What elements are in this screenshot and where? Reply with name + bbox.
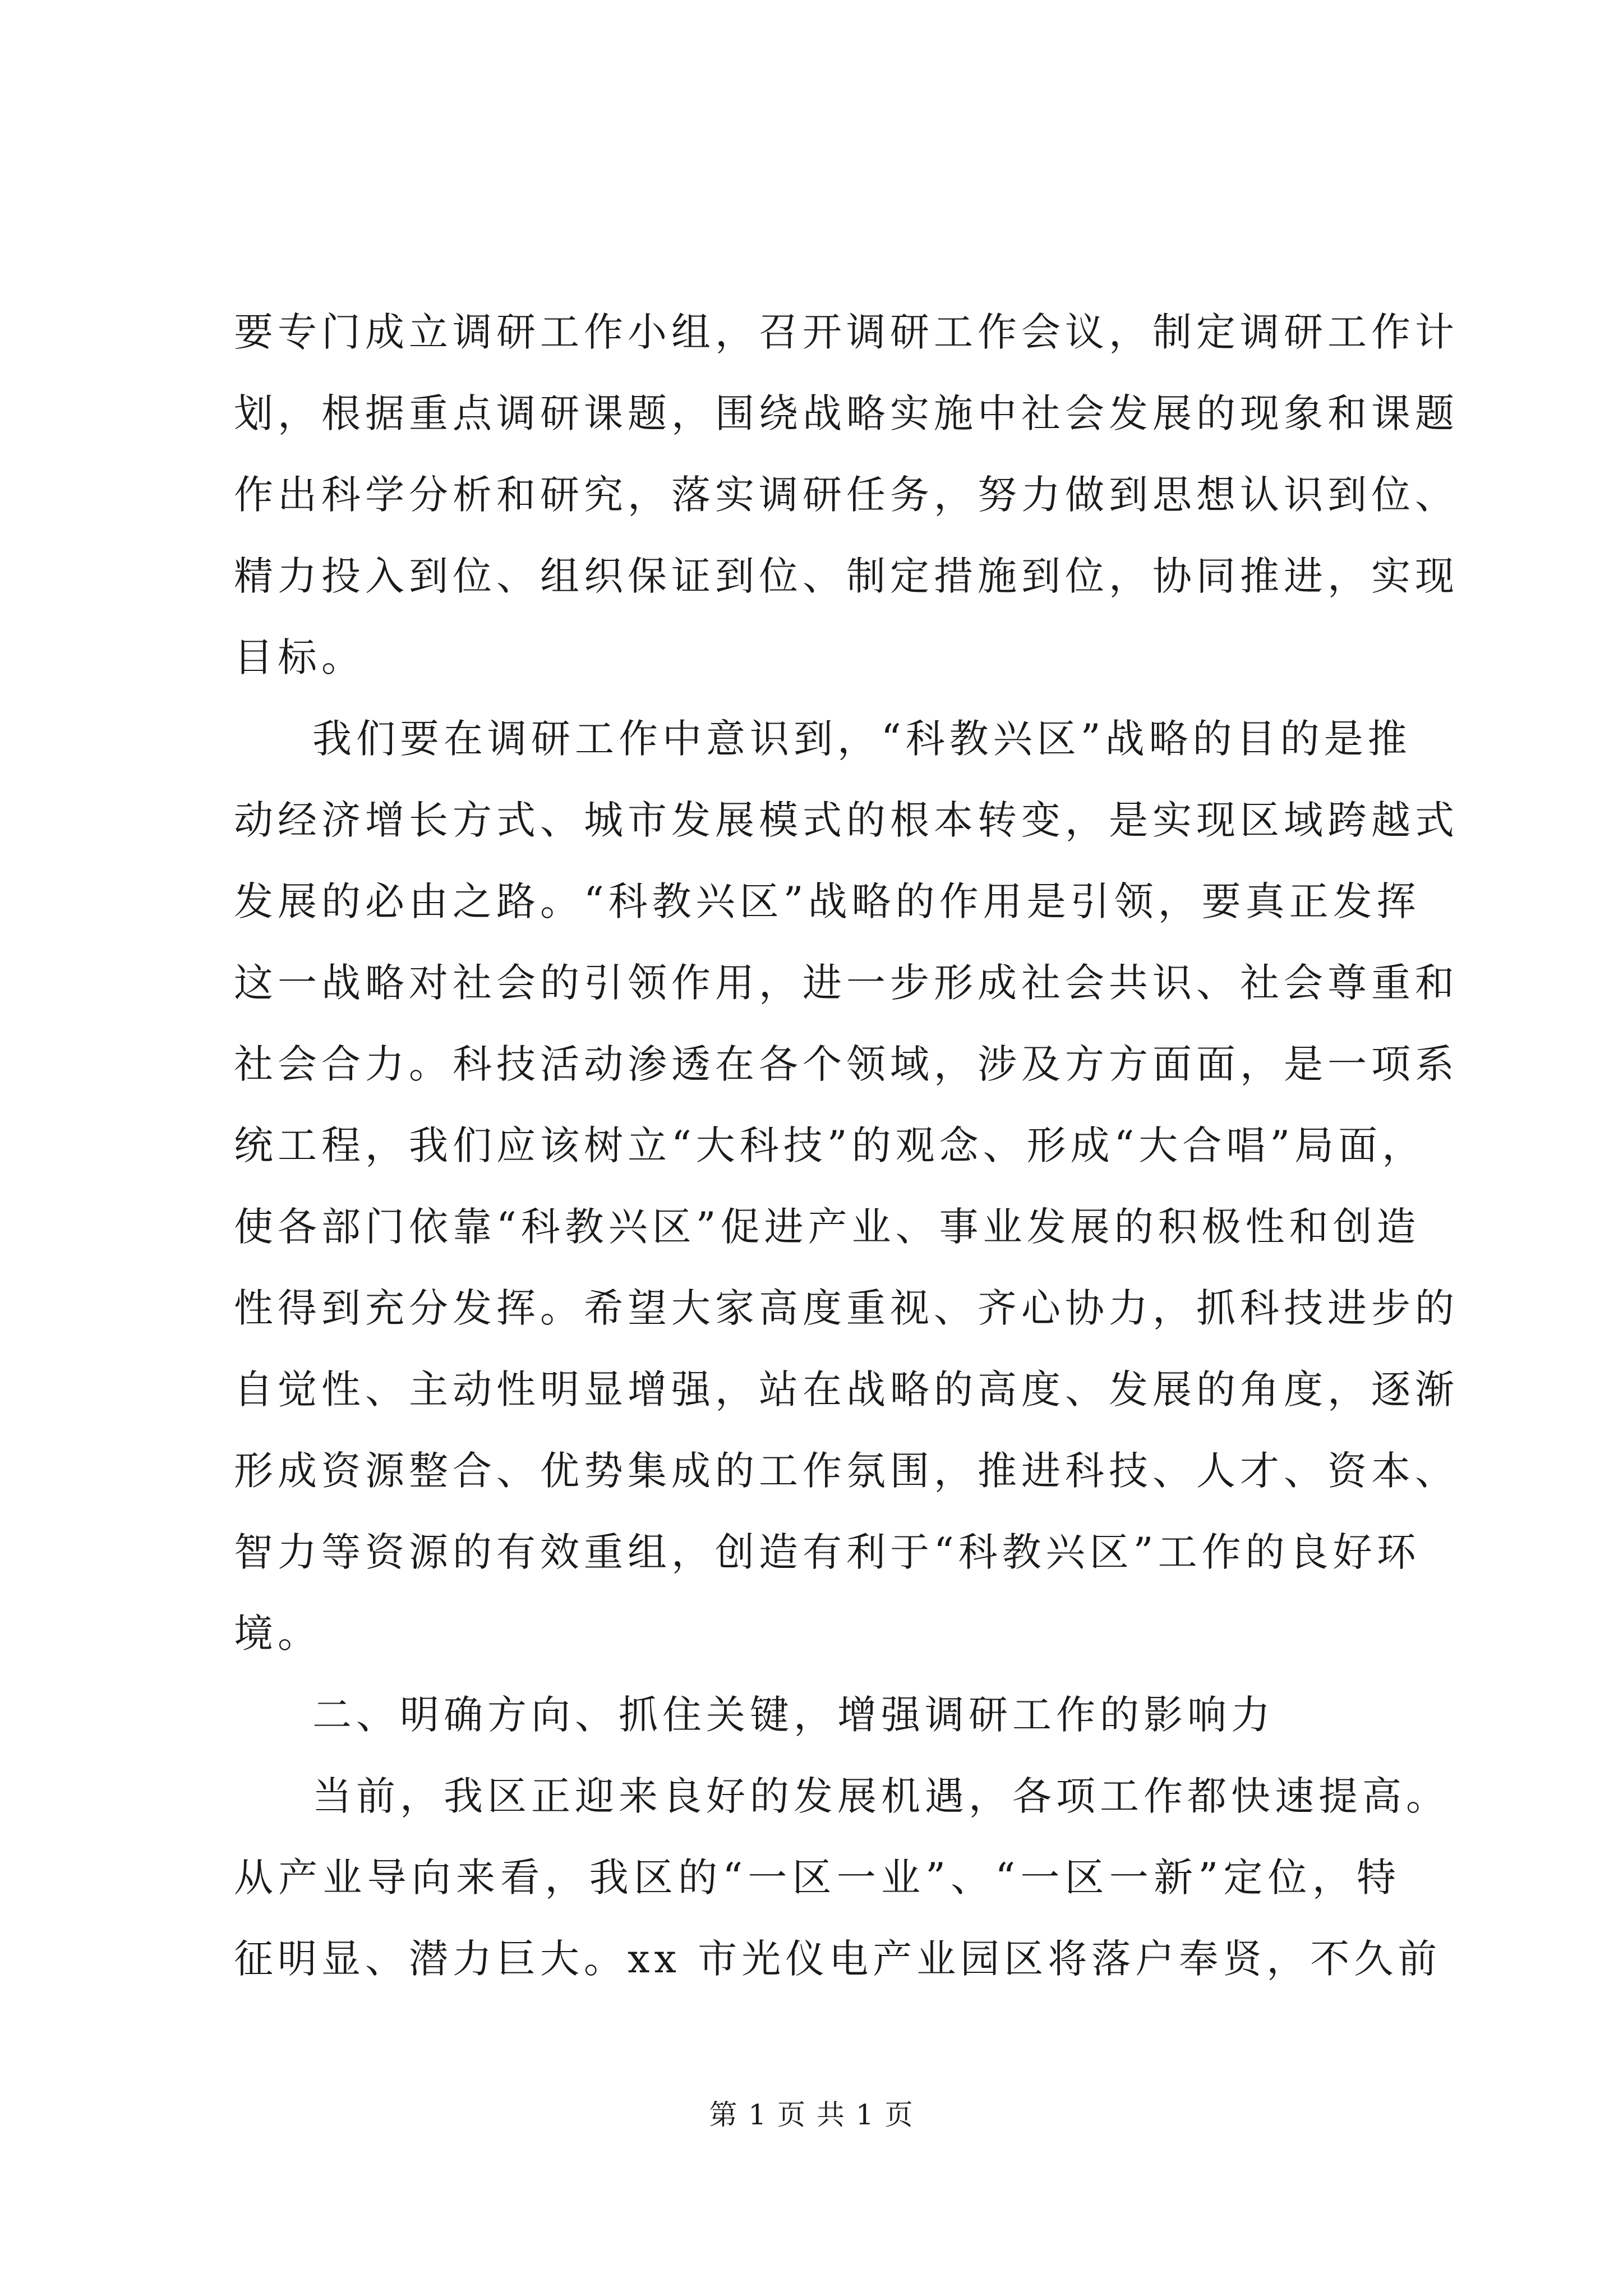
text-line: 从产业导向来看，我区的“一区一业”、“一区一新”定位，特 (234, 1855, 1400, 1901)
paragraph-first-line: 我们要在调研工作中意识到，“科教兴区”战略的目的是推 (312, 716, 1412, 762)
text-line: 精力投入到位、组织保证到位、制定措施到位，协同推进，实现 (234, 553, 1459, 599)
text-line: 性得到充分发挥。希望大家高度重视、齐心协力，抓科技进步的 (234, 1285, 1459, 1331)
text-line: 自觉性、主动性明显增强，站在战略的高度、发展的角度，逐渐 (234, 1366, 1459, 1412)
text-line: 社会合力。科技活动渗透在各个领域，涉及方方面面，是一项系 (234, 1041, 1459, 1087)
text-line: 形成资源整合、优势集成的工作氛围，推进科技、人才、资本、 (234, 1448, 1459, 1494)
paragraph-first-line: 当前，我区正迎来良好的发展机遇，各项工作都快速提高。 (312, 1773, 1450, 1819)
page-number-footer: 第 1 页 共 1 页 (709, 2099, 914, 2131)
text-line: 这一战略对社会的引领作用，进一步形成社会共识、社会尊重和 (234, 960, 1459, 1006)
text-line: 动经济增长方式、城市发展模式的根本转变，是实现区域跨越式 (234, 797, 1459, 843)
text-line: 目标。 (234, 634, 365, 680)
text-line: 征明显、潜力巨大。xx 市光仪电产业园区将落户奉贤，不久前 (234, 1936, 1442, 1982)
text-line: 使各部门依靠“科教兴区”促进产业、事业发展的积极性和创造 (234, 1204, 1421, 1250)
text-line: 统工程，我们应该树立“大科技”的观念、形成“大合唱”局面， (234, 1122, 1426, 1168)
text-line: 智力等资源的有效重组，创造有利于“科教兴区”工作的良好环 (234, 1529, 1421, 1575)
text-line: 境。 (234, 1611, 321, 1657)
text-line: 发展的必由之路。“科教兴区”战略的作用是引领，要真正发挥 (234, 878, 1421, 924)
text-line: 要专门成立调研工作小组，召开调研工作会议，制定调研工作计 (234, 309, 1459, 355)
text-line: 划，根据重点调研课题，围绕战略实施中社会发展的现象和课题 (234, 390, 1459, 436)
text-line: 作出科学分析和研究，落实调研任务，努力做到思想认识到位、 (234, 472, 1459, 518)
section-heading: 二、明确方向、抓住关键，增强调研工作的影响力 (312, 1692, 1275, 1738)
